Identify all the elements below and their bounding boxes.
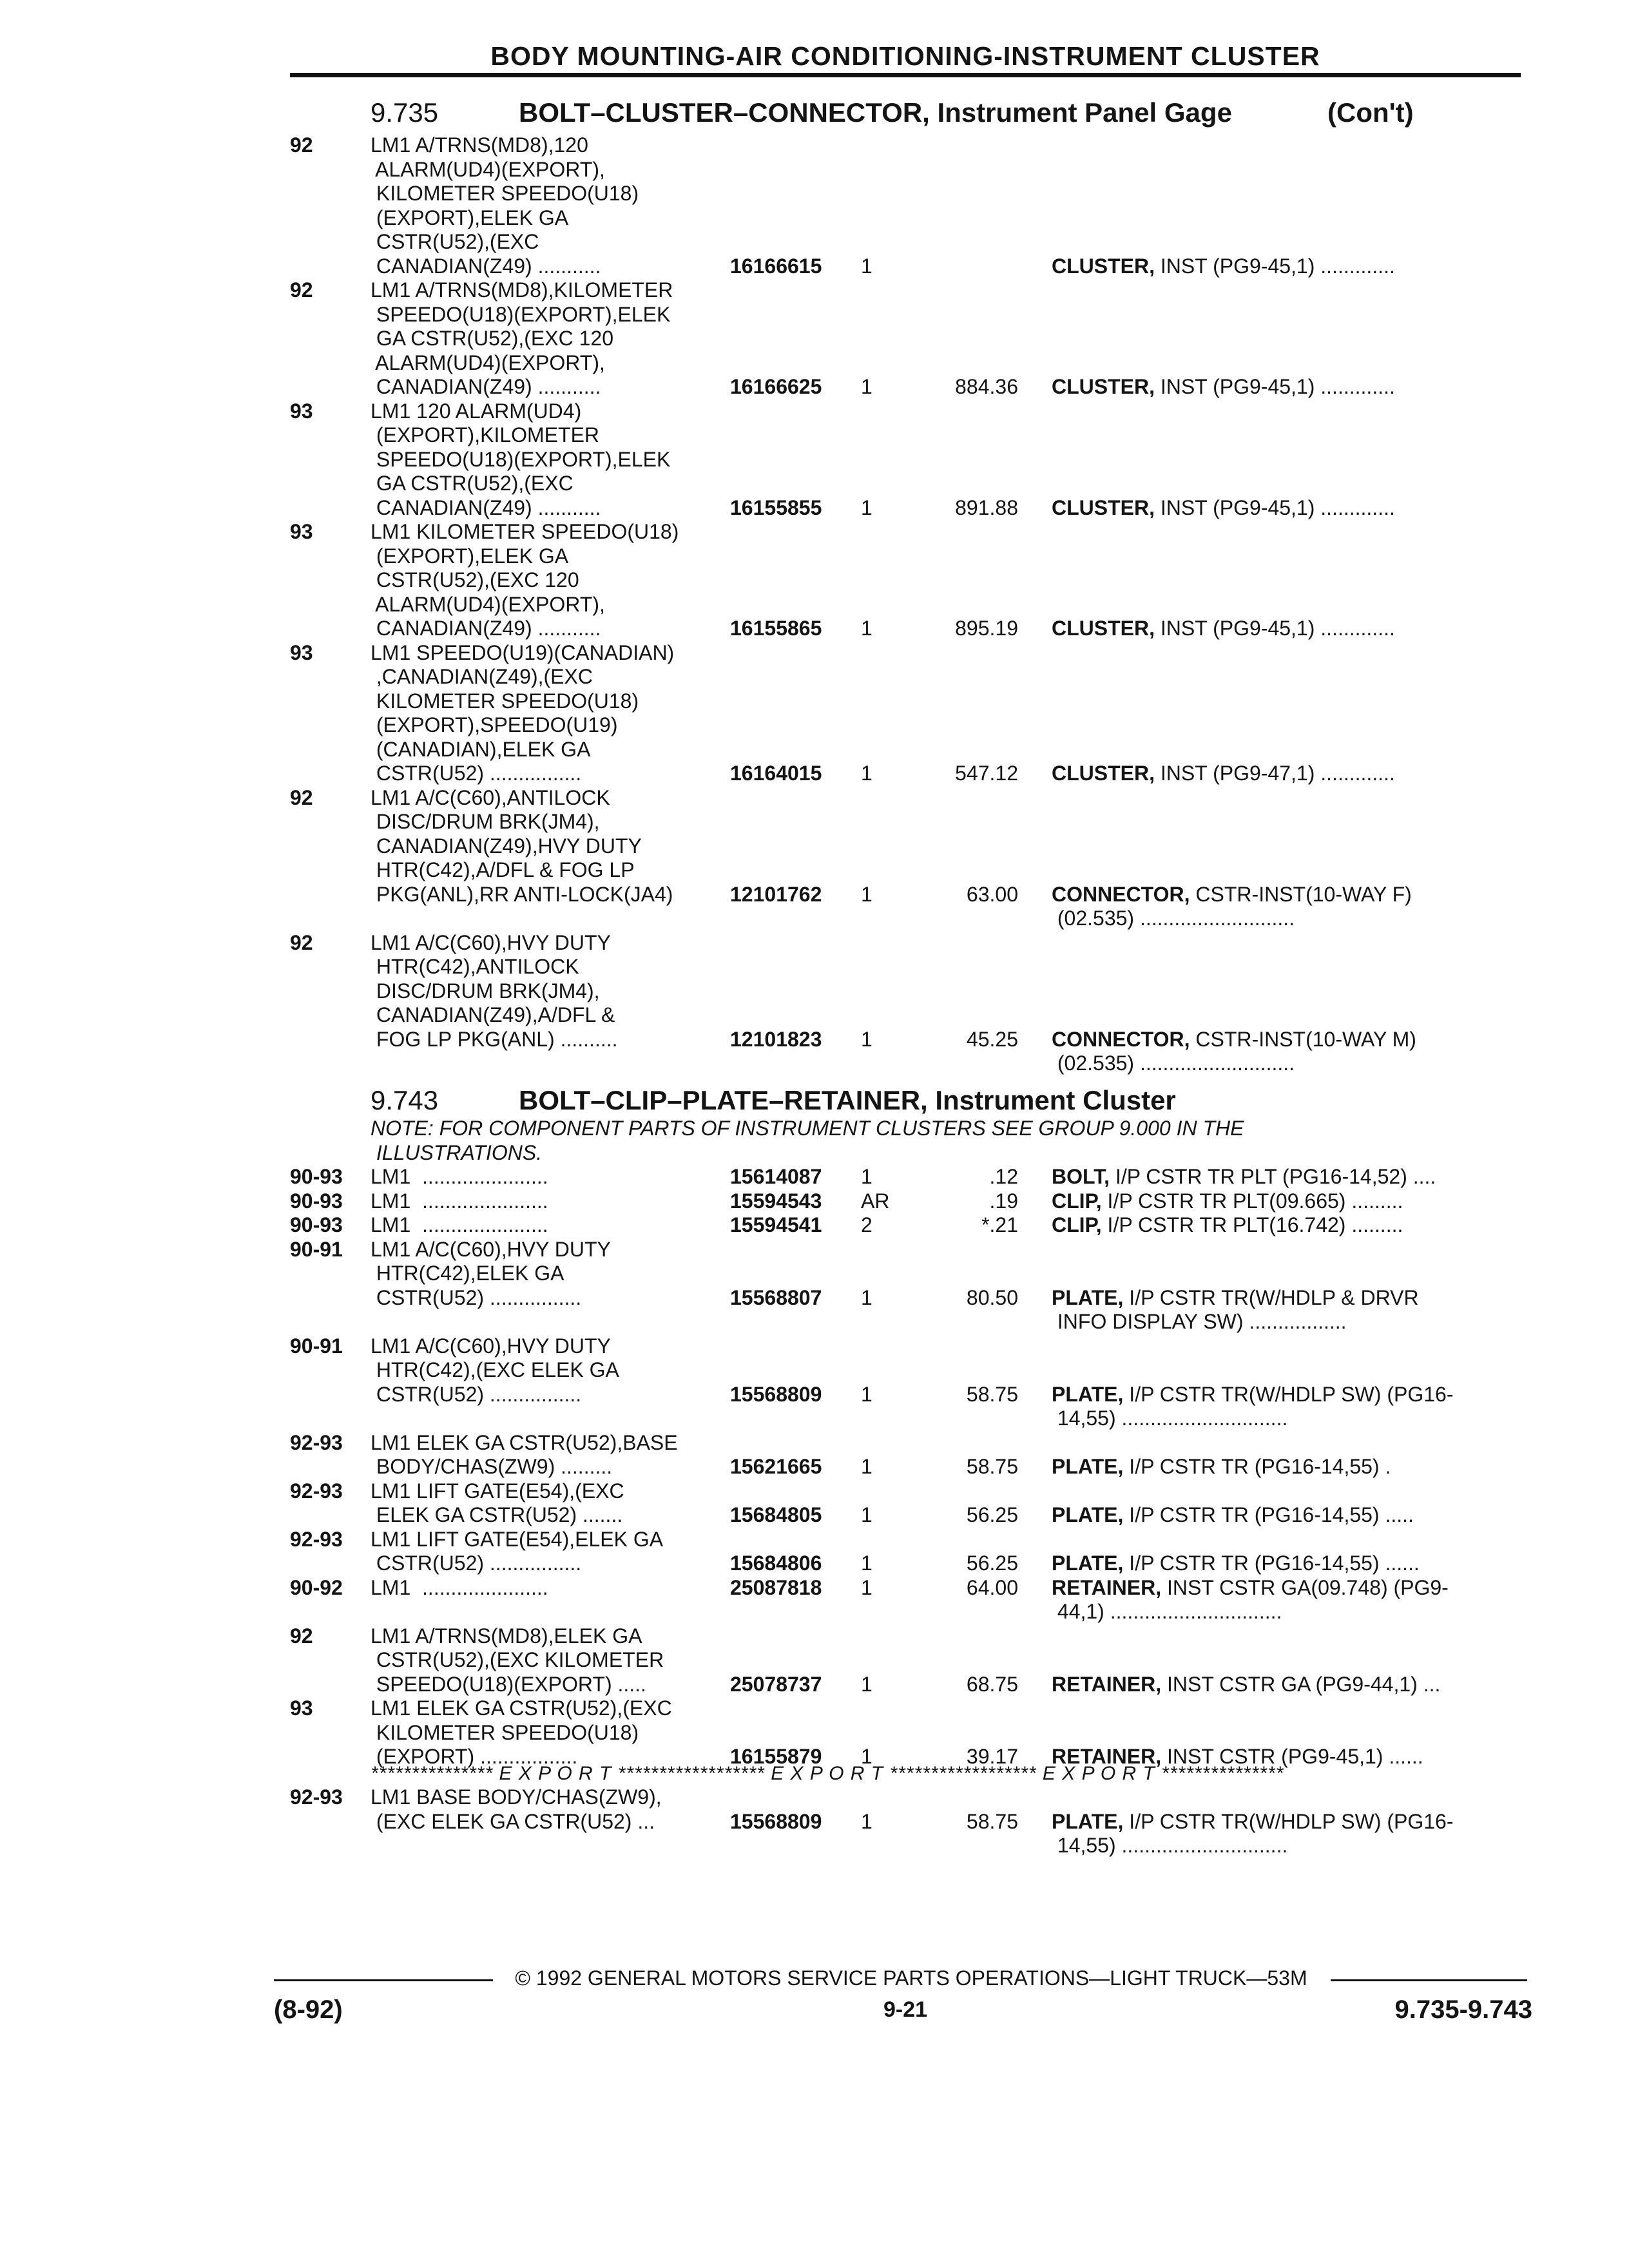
part-line (0, 568, 1629, 593)
part-line (0, 1503, 1629, 1528)
part-name-bold: CLUSTER, (1052, 375, 1155, 398)
price: 80.50 (966, 1285, 1018, 1309)
quantity: 1 (861, 762, 872, 785)
part-line (0, 1528, 1629, 1552)
model-year: 92-93 (290, 1527, 343, 1551)
part-name-bold: CLIP, (1052, 1189, 1102, 1213)
footer-rule-right (1331, 1979, 1527, 1981)
quantity: 1 (861, 375, 872, 398)
part-number: 15614087 (730, 1165, 822, 1188)
part-line (0, 834, 1629, 859)
part-number: 12101823 (730, 1027, 822, 1051)
usage-description: DISC/DRUM BRK(JM4), (371, 810, 600, 833)
usage-description: CANADIAN(Z49) ........... (371, 617, 601, 640)
part-name (1052, 1213, 1403, 1238)
part-number: 15568809 (730, 1809, 822, 1833)
part-name-text: I/P CSTR TR PLT(09.665) ......... (1101, 1189, 1403, 1213)
part-line (0, 979, 1629, 1004)
usage-description: SPEEDO(U18)(EXPORT),ELEK (371, 302, 671, 326)
part-number: 16155865 (730, 617, 822, 640)
part-line (0, 1785, 1629, 1810)
usage-description: LM1 120 ALARM(UD4) (371, 399, 582, 423)
part-line (0, 617, 1629, 641)
price: 39.17 (966, 1745, 1018, 1768)
usage-description: CANADIAN(Z49) ........... (371, 495, 601, 519)
part-name (1052, 1600, 1282, 1624)
part-line (0, 1189, 1629, 1214)
part-number: 15684806 (730, 1552, 822, 1575)
part-line (0, 641, 1629, 666)
usage-description: CANADIAN(Z49),A/DFL & (371, 1003, 615, 1026)
part-line (0, 1552, 1629, 1576)
part-line (0, 713, 1629, 738)
part-line (0, 1721, 1629, 1745)
usage-description: LM1 BASE BODY/CHAS(ZW9), (371, 1785, 662, 1809)
usage-description: PKG(ANL),RR ANTI-LOCK(JA4) (371, 882, 673, 906)
part-name (1052, 762, 1395, 786)
part-line (0, 544, 1629, 569)
quantity: 2 (861, 1213, 872, 1236)
part-line (0, 1286, 1629, 1311)
footer-section-range: 9.735-9.743 (1394, 1995, 1532, 2024)
part-line (0, 883, 1629, 907)
part-name (1052, 1455, 1391, 1479)
part-number: 12101762 (730, 882, 822, 906)
part-name (1052, 617, 1395, 641)
part-name-bold: RETAINER, (1052, 1575, 1162, 1599)
usage-description: LM1 A/TRNS(MD8),KILOMETER (371, 278, 673, 302)
part-line (0, 1696, 1629, 1721)
part-name (1052, 1383, 1453, 1407)
part-line (0, 351, 1629, 376)
part-line (0, 1455, 1629, 1479)
part-name-text: I/P CSTR TR (PG16-14,55) . (1123, 1455, 1391, 1478)
part-number: 15568807 (730, 1285, 822, 1309)
usage-description: LM1 ...................... (371, 1165, 548, 1188)
part-line (0, 327, 1629, 351)
part-line (0, 689, 1629, 714)
usage-description: LM1 A/C(C60),HVY DUTY (371, 930, 611, 954)
usage-description: GA CSTR(U52),(EXC 120 (371, 327, 613, 350)
part-line (0, 278, 1629, 303)
part-line (0, 1600, 1629, 1624)
part-number: 16155879 (730, 1745, 822, 1768)
part-name-bold: PLATE, (1052, 1455, 1124, 1478)
usage-description: (CANADIAN),ELEK GA (371, 737, 591, 761)
part-line (0, 1834, 1629, 1858)
part-name-text: I/P CSTR TR PLT(16.742) ......... (1101, 1213, 1403, 1236)
part-name-text: CSTR-INST(10-WAY F) (1190, 882, 1412, 906)
usage-description: CANADIAN(Z49) ........... (371, 375, 601, 398)
part-line (0, 1310, 1629, 1334)
price: 891.88 (955, 495, 1018, 519)
part-name-text: INST (PG9-45,1) ............. (1155, 495, 1395, 519)
usage-description: (EXPORT),ELEK GA (371, 206, 569, 229)
part-line (0, 399, 1629, 424)
model-year: 92 (290, 930, 313, 954)
model-year: 92 (290, 1624, 313, 1648)
model-year: 90-93 (290, 1213, 343, 1236)
quantity: 1 (861, 1503, 872, 1526)
price: *.21 (981, 1213, 1018, 1236)
part-name-bold: PLATE, (1052, 1503, 1124, 1526)
usage-description: LM1 ELEK GA CSTR(U52),BASE (371, 1430, 678, 1454)
model-year: 90-91 (290, 1237, 343, 1261)
part-line (0, 907, 1629, 931)
usage-description: KILOMETER SPEEDO(U18) (371, 182, 639, 205)
usage-description: LM1 KILOMETER SPEEDO(U18) (371, 520, 679, 543)
part-name-bold: PLATE, (1052, 1809, 1124, 1833)
part-line (0, 858, 1629, 883)
usage-description: LM1 A/C(C60),HVY DUTY (371, 1334, 611, 1358)
usage-description: CSTR(U52) ................ (371, 1285, 582, 1309)
part-name-text: INST CSTR GA (PG9-44,1) ... (1161, 1672, 1441, 1696)
part-name-bold: CONNECTOR, (1052, 1027, 1190, 1051)
part-number: 15568809 (730, 1382, 822, 1406)
model-year: 92 (290, 133, 313, 157)
part-name-bold: CLUSTER, (1052, 254, 1155, 278)
usage-description: CSTR(U52),(EXC KILOMETER (371, 1648, 664, 1671)
usage-description: CSTR(U52) ................ (371, 1382, 582, 1406)
usage-description: BODY/CHAS(ZW9) ......... (371, 1455, 613, 1478)
part-name-text: I/P CSTR TR PLT (PG16-14,52) .... (1110, 1165, 1436, 1188)
part-name (1052, 496, 1395, 521)
part-line (0, 158, 1629, 182)
part-line (0, 1383, 1629, 1407)
part-number: 25087818 (730, 1575, 822, 1599)
part-line (0, 1238, 1629, 1262)
usage-description: KILOMETER SPEEDO(U18) (371, 689, 639, 713)
model-year: 93 (290, 520, 313, 543)
price: 64.00 (966, 1575, 1018, 1599)
part-number: 15684805 (730, 1503, 822, 1526)
model-year: 90-91 (290, 1334, 343, 1358)
part-line (0, 303, 1629, 327)
part-line (0, 255, 1629, 279)
quantity: 1 (861, 1382, 872, 1406)
usage-description: ALARM(UD4)(EXPORT), (371, 592, 605, 616)
section-number: 9.735 (371, 97, 439, 128)
part-name-bold: BOLT, (1052, 1165, 1110, 1188)
part-line (0, 133, 1629, 158)
quantity: 1 (861, 1027, 872, 1051)
price: 884.36 (955, 375, 1018, 398)
usage-description: (EXC ELEK GA CSTR(U52) ... (371, 1809, 655, 1833)
section-title: BOLT–CLIP–PLATE–RETAINER, Instrument Cluster (519, 1085, 1176, 1115)
price: .12 (989, 1165, 1018, 1188)
usage-description: FOG LP PKG(ANL) .......... (371, 1027, 618, 1051)
part-number: 16164015 (730, 762, 822, 785)
footer-copyright: © 1992 GENERAL MOTORS SERVICE PARTS OPERATIONS—LIGHT TRUCK—53M (515, 1966, 1307, 1990)
part-line (0, 1028, 1629, 1052)
quantity: 1 (861, 1552, 872, 1575)
part-name-text: INST CSTR (PG9-45,1) ...... (1161, 1745, 1423, 1768)
usage-description: HTR(C42),(EXC ELEK GA (371, 1358, 619, 1381)
part-name-text: INST CSTR GA(09.748) (PG9- (1161, 1575, 1449, 1599)
quantity: AR (861, 1189, 890, 1213)
part-number: 16155855 (730, 495, 822, 519)
part-name (1052, 1189, 1403, 1214)
price: 895.19 (955, 617, 1018, 640)
part-line (0, 593, 1629, 617)
quantity: 1 (861, 1165, 872, 1188)
model-year: 93 (290, 399, 313, 423)
part-name (1052, 1028, 1416, 1052)
quantity: 1 (861, 1285, 872, 1309)
part-name-bold: RETAINER, (1052, 1745, 1162, 1768)
section-continued: (Con't) (1327, 97, 1414, 128)
part-name-text: I/P CSTR TR(W/HDLP SW) (PG16- (1123, 1809, 1454, 1833)
section-note: NOTE: FOR COMPONENT PARTS OF INSTRUMENT CLUSTERS SEE GROUP 9.000 IN THE ILLUSTRATIONS. (371, 1117, 1244, 1164)
part-number: 25078737 (730, 1672, 822, 1696)
price: 58.75 (966, 1455, 1018, 1478)
quantity: 1 (861, 617, 872, 640)
part-name (1052, 1407, 1287, 1431)
part-name-text: 14,55) ............................. (1052, 1834, 1288, 1857)
part-number: 16166615 (730, 254, 822, 278)
part-name-bold: CLUSTER, (1052, 762, 1155, 785)
part-name-text: 44,1) .............................. (1052, 1600, 1282, 1623)
part-name-text: INST (PG9-45,1) ............. (1155, 254, 1395, 278)
part-name (1052, 883, 1412, 907)
footer-rule-left (274, 1979, 493, 1981)
price: 58.75 (966, 1382, 1018, 1406)
page-header: BODY MOUNTING-AIR CONDITIONING-INSTRUMENT CLUSTER (490, 41, 1320, 71)
usage-description: CSTR(U52) ................ (371, 762, 582, 785)
part-line (0, 931, 1629, 956)
part-line (0, 738, 1629, 762)
usage-description: HTR(C42),ELEK GA (371, 1262, 564, 1285)
usage-description: GA CSTR(U52),(EXC (371, 472, 574, 495)
part-line (0, 1673, 1629, 1697)
part-line (0, 496, 1629, 521)
part-name (1052, 1503, 1414, 1528)
part-line (0, 665, 1629, 689)
part-line (0, 1334, 1629, 1359)
part-name-bold: RETAINER, (1052, 1672, 1162, 1696)
part-line (0, 206, 1629, 231)
part-name-text: INST (PG9-45,1) ............. (1155, 375, 1395, 398)
usage-description: CANADIAN(Z49),HVY DUTY (371, 834, 642, 858)
section-heading (371, 1086, 1176, 1115)
part-line (0, 810, 1629, 834)
price: 68.75 (966, 1672, 1018, 1696)
part-line (0, 472, 1629, 496)
part-line (0, 1431, 1629, 1456)
usage-description: CSTR(U52) ................ (371, 1552, 582, 1575)
model-year: 92-93 (290, 1430, 343, 1454)
part-number: 16166625 (730, 375, 822, 398)
usage-description: SPEEDO(U18)(EXPORT),ELEK (371, 447, 671, 471)
part-line (0, 786, 1629, 811)
quantity: 1 (861, 1455, 872, 1478)
part-line (0, 375, 1629, 399)
part-number: 15594543 (730, 1189, 822, 1213)
model-year: 90-93 (290, 1165, 343, 1188)
part-name (1052, 1810, 1453, 1834)
model-year: 93 (290, 1696, 313, 1720)
part-line (0, 1213, 1629, 1238)
usage-description: (EXPORT),ELEK GA (371, 544, 569, 568)
part-name-text: CSTR-INST(10-WAY M) (1190, 1027, 1416, 1051)
part-line (0, 448, 1629, 472)
usage-description: LM1 A/TRNS(MD8),ELEK GA (371, 1624, 642, 1648)
export-separator: *************** E X P O R T ****************** E X P O R T ****************** E X P O R T *************** (371, 1763, 1284, 1784)
part-name (1052, 1552, 1420, 1576)
usage-description: CSTR(U52),(EXC (371, 230, 539, 253)
part-line (0, 1003, 1629, 1028)
part-line (0, 762, 1629, 786)
usage-description: (EXPORT),SPEEDO(U19) (371, 713, 618, 736)
usage-description: KILOMETER SPEEDO(U18) (371, 1720, 639, 1744)
part-name-text: (02.535) ........................... (1052, 1052, 1295, 1075)
usage-description: SPEEDO(U18)(EXPORT) ..... (371, 1672, 646, 1696)
model-year: 93 (290, 640, 313, 664)
part-name-bold: CONNECTOR, (1052, 882, 1190, 906)
part-line (0, 1052, 1629, 1076)
part-name-bold: CLIP, (1052, 1213, 1102, 1236)
usage-description: LM1 LIFT GATE(E54),(EXC (371, 1479, 624, 1503)
quantity: 1 (861, 1575, 872, 1599)
section-heading (371, 97, 1414, 128)
price: 547.12 (955, 762, 1018, 785)
part-line (0, 1624, 1629, 1649)
usage-description: LM1 ELEK GA CSTR(U52),(EXC (371, 1696, 672, 1720)
model-year: 90-92 (290, 1575, 343, 1599)
usage-description: LM1 ...................... (371, 1213, 548, 1236)
price: 63.00 (966, 882, 1018, 906)
part-name (1052, 1165, 1436, 1189)
quantity: 1 (861, 1809, 872, 1833)
part-name (1052, 1052, 1295, 1076)
usage-description: CSTR(U52),(EXC 120 (371, 568, 579, 591)
part-line (0, 423, 1629, 448)
header-rule (290, 73, 1521, 77)
part-name-text: 14,55) ............................. (1052, 1407, 1288, 1430)
quantity: 1 (861, 254, 872, 278)
usage-description: ALARM(UD4)(EXPORT), (371, 157, 605, 181)
usage-description: LM1 SPEEDO(U19)(CANADIAN) (371, 640, 675, 664)
part-number: 15621665 (730, 1455, 822, 1478)
part-line (0, 1165, 1629, 1189)
part-name (1052, 255, 1395, 279)
part-line (0, 1262, 1629, 1286)
usage-description: LM1 ...................... (371, 1575, 548, 1599)
model-year: 92-93 (290, 1785, 343, 1809)
model-year: 92 (290, 278, 313, 302)
quantity: 1 (861, 1745, 872, 1768)
usage-description: HTR(C42),ANTILOCK (371, 955, 579, 978)
part-name (1052, 375, 1395, 399)
part-name-bold: PLATE, (1052, 1285, 1124, 1309)
price: 56.25 (966, 1552, 1018, 1575)
price: .19 (989, 1189, 1018, 1213)
part-name-bold: PLATE, (1052, 1382, 1124, 1406)
part-line (0, 230, 1629, 255)
part-name-text: I/P CSTR TR(W/HDLP & DRVR (1123, 1285, 1419, 1309)
part-name (1052, 1834, 1287, 1858)
price: 58.75 (966, 1809, 1018, 1833)
part-name-text: INFO DISPLAY SW) ................. (1052, 1310, 1347, 1333)
model-year: 92-93 (290, 1479, 343, 1503)
quantity: 1 (861, 882, 872, 906)
usage-description: (EXPORT) ................. (371, 1745, 578, 1768)
part-name-text: I/P CSTR TR(W/HDLP SW) (PG16- (1123, 1382, 1454, 1406)
usage-description: ALARM(UD4)(EXPORT), (371, 351, 605, 374)
usage-description: DISC/DRUM BRK(JM4), (371, 979, 600, 1003)
price: 45.25 (966, 1027, 1018, 1051)
price: 56.25 (966, 1503, 1018, 1526)
part-line (0, 955, 1629, 979)
part-name-text: I/P CSTR TR (PG16-14,55) ...... (1123, 1552, 1420, 1575)
usage-description: (EXPORT),KILOMETER (371, 423, 600, 447)
part-name-text: I/P CSTR TR (PG16-14,55) ..... (1123, 1503, 1414, 1526)
footer-date: (8-92) (274, 1995, 343, 2024)
part-number: 15594541 (730, 1213, 822, 1236)
footer-page-number: 9-21 (883, 1997, 928, 2022)
part-line (0, 1810, 1629, 1834)
part-name-bold: CLUSTER, (1052, 495, 1155, 519)
usage-description: LM1 LIFT GATE(E54),ELEK GA (371, 1527, 664, 1551)
usage-description: ELEK GA CSTR(U52) ....... (371, 1503, 623, 1526)
part-name (1052, 1673, 1440, 1697)
part-name (1052, 907, 1295, 931)
part-line (0, 520, 1629, 544)
usage-description: ,CANADIAN(Z49),(EXC (371, 665, 593, 688)
part-name-text: INST (PG9-47,1) ............. (1155, 762, 1395, 785)
usage-description: LM1 ...................... (371, 1189, 548, 1213)
part-line (0, 1479, 1629, 1504)
quantity: 1 (861, 1672, 872, 1696)
part-line (0, 1648, 1629, 1673)
part-line (0, 1576, 1629, 1600)
part-line (0, 182, 1629, 206)
part-name-text: (02.535) ........................... (1052, 907, 1295, 930)
usage-description: LM1 A/C(C60),HVY DUTY (371, 1237, 611, 1261)
part-name (1052, 1286, 1419, 1311)
part-name (1052, 1310, 1347, 1334)
model-year: 92 (290, 785, 313, 809)
usage-description: LM1 A/C(C60),ANTILOCK (371, 785, 610, 809)
usage-description: LM1 A/TRNS(MD8),120 (371, 133, 588, 157)
part-name-bold: CLUSTER, (1052, 617, 1155, 640)
part-name (1052, 1576, 1449, 1600)
part-line (0, 1358, 1629, 1383)
section-title: BOLT–CLUSTER–CONNECTOR, Instrument Panel Gage (519, 97, 1232, 128)
section-number: 9.743 (371, 1085, 439, 1115)
part-line (0, 1407, 1629, 1431)
part-name-bold: PLATE, (1052, 1552, 1124, 1575)
model-year: 90-93 (290, 1189, 343, 1213)
usage-description: HTR(C42),A/DFL & FOG LP (371, 858, 635, 881)
usage-description: CANADIAN(Z49) ........... (371, 254, 601, 278)
part-name-text: INST (PG9-45,1) ............. (1155, 617, 1395, 640)
quantity: 1 (861, 495, 872, 519)
